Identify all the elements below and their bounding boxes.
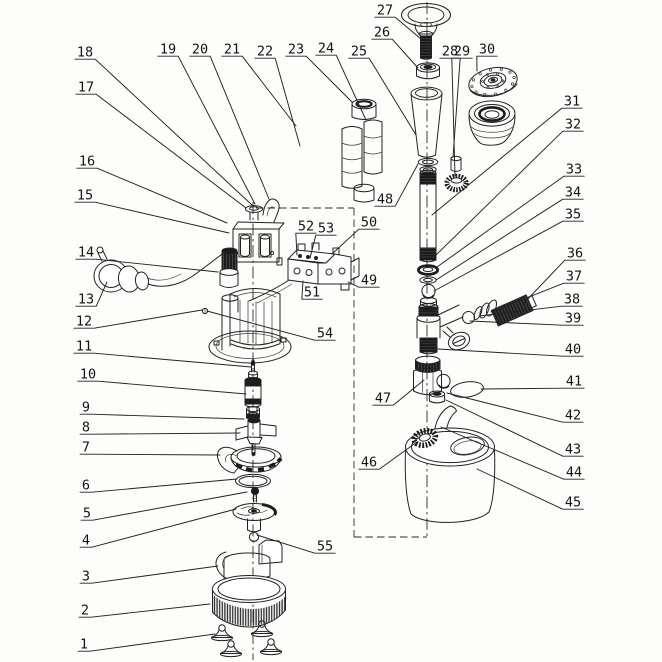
pin-art (451, 156, 461, 171)
part-number-38: 38 (563, 291, 581, 308)
part-number-5: 5 (82, 505, 92, 522)
part-number-47: 47 (374, 390, 392, 407)
part-number-23: 23 (287, 41, 305, 58)
part-number-39: 39 (564, 310, 582, 327)
part-number-10: 10 (79, 366, 97, 383)
part-number-2: 2 (80, 602, 90, 619)
part-number-21: 21 (223, 41, 241, 58)
ring-nut-art (417, 63, 440, 79)
riser-tube-art (420, 170, 436, 262)
strainer-art (213, 576, 286, 628)
part-number-27: 27 (376, 2, 394, 19)
part-number-49: 49 (360, 272, 378, 289)
part-number-22: 22 (256, 43, 274, 60)
part-number-3: 3 (81, 568, 91, 585)
nozzle-cone-art (411, 87, 442, 157)
part-number-6: 6 (81, 477, 91, 494)
part-number-14: 14 (77, 244, 95, 261)
part-number-50: 50 (360, 214, 378, 231)
part-number-45: 45 (564, 494, 582, 511)
float-tube-stack-art (342, 99, 382, 202)
leader-part-20 (190, 56, 269, 199)
screw-art (251, 487, 258, 502)
oval-plate-art (450, 380, 485, 400)
part-number-54: 54 (316, 325, 334, 342)
part-number-1: 1 (79, 636, 89, 653)
part-number-29: 29 (453, 43, 471, 60)
part-number-48: 48 (376, 191, 394, 208)
part-number-46: 46 (360, 454, 378, 471)
switch-box-art (288, 243, 359, 290)
leader-part-18 (75, 59, 252, 205)
o-ring-art (236, 474, 271, 487)
part-number-18: 18 (76, 44, 94, 61)
part-number-40: 40 (564, 341, 582, 358)
part-number-36: 36 (566, 245, 584, 262)
part-number-12: 12 (75, 313, 93, 330)
part-number-35: 35 (564, 206, 582, 223)
part-number-9: 9 (81, 399, 91, 416)
part-number-13: 13 (77, 291, 95, 308)
leader-part-5 (81, 492, 247, 520)
bucket-art (405, 428, 495, 522)
part-number-37: 37 (565, 268, 583, 285)
leader-part-3 (80, 566, 218, 583)
leader-part-6 (80, 479, 237, 492)
pump-housing-art (230, 222, 284, 265)
leader-part-23 (286, 56, 352, 102)
part-number-41: 41 (565, 373, 583, 390)
leader-part-17 (76, 94, 246, 208)
volute-ring-art (217, 447, 281, 473)
leader-part-24 (316, 55, 366, 120)
part-number-42: 42 (564, 407, 582, 424)
leader-part-26 (372, 39, 418, 68)
part-numbers (76, 3, 583, 653)
part-number-32: 32 (564, 116, 582, 133)
leader-part-34 (436, 199, 583, 280)
knurled-nut-art (447, 176, 466, 190)
part-number-15: 15 (76, 187, 94, 204)
part-number-30: 30 (478, 41, 496, 58)
leader-part-32 (435, 131, 583, 256)
cable-gland-art (220, 248, 238, 288)
leader-part-1 (78, 634, 215, 651)
leader-part-11 (74, 353, 251, 367)
ball-art (437, 374, 450, 387)
part-number-31: 31 (563, 93, 581, 110)
part-number-53: 53 (317, 220, 335, 237)
pump-body-art (216, 540, 282, 581)
part-number-28: 28 (441, 43, 459, 60)
part-number-51: 51 (303, 284, 321, 301)
leader-part-12 (74, 310, 202, 328)
spray-dome-art (469, 101, 515, 145)
leader-part-2 (79, 604, 210, 617)
power-cable-art (147, 254, 222, 286)
impeller-art (236, 418, 276, 455)
spray-head-disc-art (466, 63, 520, 101)
part-number-33: 33 (565, 161, 583, 178)
leader-part-9 (80, 414, 244, 419)
pump-top-cap-art (246, 199, 280, 222)
part-number-26: 26 (373, 24, 391, 41)
washer-ball-stack-art (418, 266, 437, 307)
part-number-55: 55 (316, 538, 334, 555)
part-number-25: 25 (350, 43, 368, 60)
part-number-20: 20 (191, 41, 209, 58)
part-number-7: 7 (81, 439, 91, 456)
part-number-24: 24 (317, 40, 335, 57)
small-ring-nut-art (429, 391, 444, 403)
leader-part-28 (440, 58, 460, 157)
switch-wire-art (249, 280, 292, 303)
leader-part-7 (80, 454, 220, 455)
leader-part-40 (438, 349, 583, 356)
impeller-plate-art (233, 504, 275, 542)
part-number-43: 43 (564, 441, 582, 458)
leader-part-35 (434, 221, 583, 291)
leader-part-10 (78, 381, 246, 394)
part-number-19: 19 (159, 41, 177, 58)
leader-part-4 (80, 509, 236, 547)
leader-part-8 (80, 433, 240, 434)
part-number-16: 16 (78, 153, 96, 170)
part-number-34: 34 (564, 184, 582, 201)
motor-art (202, 289, 291, 364)
leader-part-15 (75, 202, 229, 233)
part-number-17: 17 (77, 79, 95, 96)
part-number-4: 4 (81, 532, 91, 549)
part-number-11: 11 (75, 338, 93, 355)
part-number-44: 44 (565, 464, 583, 481)
coupler-nut-art (414, 356, 442, 394)
part-number-52: 52 (297, 218, 315, 235)
suction-feet-art (212, 621, 282, 657)
power-plug-art (94, 247, 150, 293)
part-number-8: 8 (81, 419, 91, 436)
